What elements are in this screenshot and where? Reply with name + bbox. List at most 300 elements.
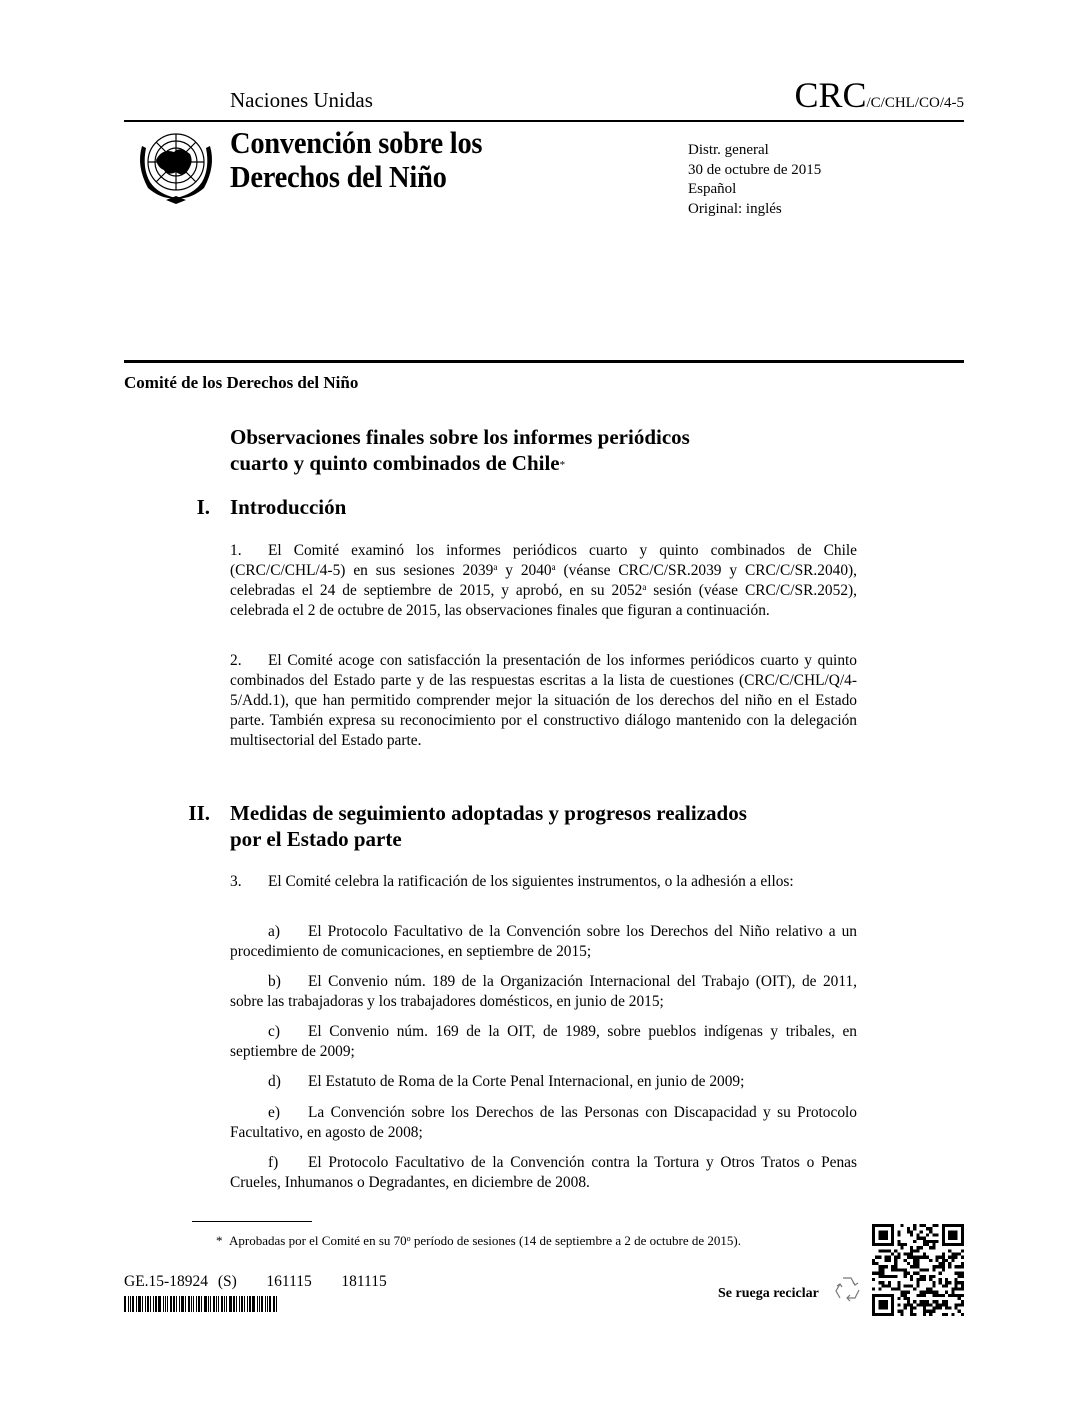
footnote-marker[interactable]: * (559, 459, 566, 471)
qr-module (926, 1240, 929, 1243)
qr-module (942, 1313, 945, 1316)
qr-module (954, 1272, 957, 1275)
qr-module (932, 1246, 935, 1249)
qr-module (951, 1259, 954, 1262)
list-item-f (230, 1153, 857, 1193)
qr-module (878, 1272, 881, 1275)
distribution-type: Distr. general (688, 142, 769, 158)
qr-module (923, 1275, 926, 1278)
qr-module (945, 1278, 948, 1281)
qr-module (954, 1294, 957, 1297)
qr-module (929, 1313, 932, 1316)
barcode-bar (244, 1296, 245, 1312)
qr-module (958, 1272, 961, 1275)
qr-module (907, 1253, 910, 1256)
qr-module (961, 1303, 964, 1306)
item-text: El Protocolo Facultativo de la Convención sobre los Derechos del Niño relativo a un procedimiento de comunicaciones, en septiembre de 2015; (230, 923, 857, 960)
qr-module (929, 1275, 932, 1278)
qr-module (935, 1265, 938, 1268)
section-number: II. (188, 801, 210, 825)
qr-module (901, 1310, 904, 1313)
barcode-bar (136, 1296, 137, 1312)
qr-module (948, 1281, 951, 1284)
barcode-bar (257, 1296, 258, 1312)
qr-module (926, 1287, 929, 1290)
qr-module (916, 1262, 919, 1265)
document-title (230, 424, 690, 478)
qr-module (923, 1306, 926, 1309)
qr-module (920, 1230, 923, 1233)
qr-module (948, 1256, 951, 1259)
qr-module (888, 1256, 891, 1259)
qr-module (882, 1275, 885, 1278)
barcode-bar (163, 1296, 164, 1312)
qr-module (891, 1268, 894, 1271)
qr-module (929, 1259, 932, 1262)
qr-module (929, 1303, 932, 1306)
barcode-bar (201, 1296, 202, 1312)
qr-module (872, 1272, 875, 1275)
job-number: GE.15-18924 (S) 161115 181115 (124, 1273, 387, 1290)
paragraph-text: El Comité celebra la ratificación de los siguientes instrumentos, o la adhesión a ellos: (268, 873, 794, 890)
barcode-bar (216, 1296, 217, 1312)
qr-module (961, 1275, 964, 1278)
qr-module (910, 1275, 913, 1278)
footnote: * Aprobadas por el Comité en su 70$^o$ período de sesiones (14 de septiembre a 2 de octubre de 2015). (216, 1233, 741, 1248)
barcode-bar (153, 1296, 154, 1312)
qr-module (913, 1227, 916, 1230)
qr-module (910, 1256, 913, 1259)
barcode-bar (138, 1296, 141, 1312)
qr-module (958, 1275, 961, 1278)
qr-module (954, 1253, 957, 1256)
qr-module (961, 1294, 964, 1297)
qr-module (951, 1294, 954, 1297)
document-title-line2: cuarto y quinto combinados de Chile (230, 451, 560, 475)
qr-module (951, 1256, 954, 1259)
qr-module (878, 1268, 881, 1271)
qr-module (907, 1297, 910, 1300)
paragraph-1: 1. El Comité examinó los informes periódicos cuarto y quinto combinados de Chile (CRC/C/CHL/4-5) en sus sesiones 2039$^a$ y 2040$^a$ (véanse CRC/C/SR.2039 y CRC/C/SR.2040), celebradas el 24 de septiembre de 2015, y aprobó, en su 2052$^a$ sesión (véase CRC/C/SR.2052), celebrada el 2 de octubre de 2015, las observaciones finales que figuran a continuación. (230, 542, 858, 619)
qr-module (897, 1268, 900, 1271)
qr-module (885, 1259, 888, 1262)
item-text: El Convenio núm. 169 de la OIT, de 1989, sobre pueblos indígenas y tribales, en septiembre de 2009; (230, 1023, 857, 1060)
barcode-bar (213, 1296, 215, 1312)
qr-module (958, 1303, 961, 1306)
qr-module (932, 1240, 935, 1243)
qr-module (878, 1281, 881, 1284)
barcode-icon (124, 1296, 292, 1312)
qr-module (894, 1275, 897, 1278)
qr-module (954, 1303, 957, 1306)
qr-module (897, 1234, 900, 1237)
qr-module (961, 1284, 964, 1287)
qr-module (935, 1294, 938, 1297)
qr-module (932, 1310, 935, 1313)
qr-module (932, 1306, 935, 1309)
barcode-bar (239, 1296, 240, 1312)
qr-module (910, 1303, 913, 1306)
qr-module (910, 1253, 913, 1256)
header-rule (124, 120, 964, 122)
section-heading-1 (0, 494, 1088, 522)
qr-module (958, 1310, 961, 1313)
qr-module (923, 1243, 926, 1246)
qr-module (935, 1259, 938, 1262)
qr-module (913, 1259, 916, 1262)
qr-module (878, 1265, 881, 1268)
qr-module (935, 1303, 938, 1306)
qr-module (923, 1303, 926, 1306)
qr-module (920, 1275, 923, 1278)
qr-module (901, 1243, 904, 1246)
qr-module (916, 1234, 919, 1237)
qr-module (904, 1284, 907, 1287)
qr-module (907, 1256, 910, 1259)
barcode-bar (233, 1296, 235, 1312)
un-emblem-icon (128, 126, 224, 206)
barcode-bar (179, 1296, 180, 1312)
qr-module (942, 1253, 945, 1256)
qr-module (910, 1234, 913, 1237)
treaty-title-line2: Derechos del Niño (230, 159, 447, 194)
qr-module (916, 1278, 919, 1281)
qr-module (929, 1287, 932, 1290)
qr-module (954, 1287, 957, 1290)
qr-module (882, 1281, 885, 1284)
qr-module (932, 1291, 935, 1294)
barcode-bar (128, 1296, 129, 1312)
item-text: El Convenio núm. 189 de la Organización Internacional del Trabajo (OIT), de 2011, sobre las trabajadoras y los trabajadores domésticos, en junio de 2015; (230, 973, 857, 1010)
barcode-bar (150, 1296, 151, 1312)
qr-module (958, 1294, 961, 1297)
qr-module (910, 1249, 913, 1252)
qr-module (913, 1272, 916, 1275)
qr-module (961, 1262, 964, 1265)
qr-module (920, 1294, 923, 1297)
item-text: El Estatuto de Roma de la Corte Penal Internacional, en junio de 2009; (308, 1073, 745, 1090)
qr-module (916, 1284, 919, 1287)
qr-module (901, 1268, 904, 1271)
qr-module (954, 1278, 957, 1281)
qr-module (910, 1306, 913, 1309)
qr-module (932, 1275, 935, 1278)
qr-module (945, 1291, 948, 1294)
barcode-bar (241, 1296, 243, 1312)
qr-module (907, 1272, 910, 1275)
qr-module (929, 1310, 932, 1313)
committee-rule (124, 360, 964, 363)
qr-module (945, 1300, 948, 1303)
qr-module (885, 1275, 888, 1278)
qr-module (907, 1284, 910, 1287)
item-label: d) (268, 1073, 281, 1090)
paragraph-3 (230, 872, 857, 892)
qr-module (935, 1306, 938, 1309)
qr-module (939, 1281, 942, 1284)
barcode-bar (193, 1296, 194, 1312)
barcode-bar (252, 1296, 255, 1312)
item-label: f) (268, 1154, 279, 1171)
barcode-bar (236, 1296, 237, 1312)
barcode-bar (132, 1296, 134, 1312)
qr-module (939, 1278, 942, 1281)
qr-module (942, 1303, 945, 1306)
qr-module (910, 1310, 913, 1313)
qr-module (945, 1281, 948, 1284)
qr-module (923, 1310, 926, 1313)
qr-module (885, 1249, 888, 1252)
qr-module (935, 1256, 938, 1259)
qr-module (913, 1224, 916, 1227)
qr-module (897, 1287, 900, 1290)
qr-module (882, 1284, 885, 1287)
footnote-rule (192, 1221, 312, 1222)
qr-module (916, 1246, 919, 1249)
barcode-bar (185, 1296, 186, 1312)
qr-module (897, 1310, 900, 1313)
qr-module (891, 1253, 894, 1256)
list-item-b (230, 972, 857, 1012)
item-label: c) (268, 1023, 280, 1040)
barcode-bar (196, 1296, 197, 1312)
barcode-bar (208, 1296, 209, 1312)
barcode-bar (167, 1296, 168, 1312)
barcode-bar (165, 1296, 166, 1312)
qr-module (901, 1313, 904, 1316)
qr-module (935, 1234, 938, 1237)
document-title-line1: Observaciones finales sobre los informes periódicos (230, 425, 690, 449)
barcode-bar (188, 1296, 190, 1312)
qr-module (942, 1265, 945, 1268)
qr-module (904, 1303, 907, 1306)
qr-module (948, 1262, 951, 1265)
qr-module (916, 1272, 919, 1275)
qr-module (916, 1256, 919, 1259)
qr-module (872, 1259, 875, 1262)
item-text: El Protocolo Facultativo de la Convención contra la Tortura y Otros Tratos o Penas Crueles, Inhumanos o Degradantes, en diciembre de 2008. (230, 1154, 857, 1191)
qr-module (913, 1262, 916, 1265)
qr-module (923, 1278, 926, 1281)
qr-module (926, 1303, 929, 1306)
barcode-bar (158, 1296, 161, 1312)
qr-module (951, 1313, 954, 1316)
qr-module (948, 1230, 958, 1240)
qr-module (942, 1268, 945, 1271)
qr-module (904, 1306, 907, 1309)
qr-module (951, 1253, 954, 1256)
item-label: b) (268, 973, 281, 990)
list-item-d (230, 1072, 857, 1092)
qr-module (875, 1256, 878, 1259)
qr-module (942, 1259, 945, 1262)
paragraph-number: 2. (230, 652, 242, 669)
qr-module (916, 1237, 919, 1240)
qr-module (888, 1284, 891, 1287)
barcode-bar (204, 1296, 207, 1312)
qr-module (958, 1281, 961, 1284)
item-label: e) (268, 1104, 280, 1121)
qr-module (907, 1227, 910, 1230)
qr-module (875, 1272, 878, 1275)
qr-module (942, 1294, 945, 1297)
document-language: Español (688, 181, 737, 197)
qr-module (923, 1294, 926, 1297)
qr-module (932, 1268, 935, 1271)
qr-module (891, 1275, 894, 1278)
qr-module (885, 1265, 888, 1268)
paragraph-number: 3. (230, 873, 242, 890)
barcode-bar (247, 1296, 248, 1312)
qr-module (939, 1262, 942, 1265)
original-language: Original: inglés (688, 200, 782, 217)
qr-module (961, 1287, 964, 1290)
qr-module (926, 1243, 929, 1246)
qr-module (916, 1265, 919, 1268)
qr-module (907, 1291, 910, 1294)
barcode-bar (191, 1296, 192, 1312)
barcode-bar (124, 1296, 126, 1312)
qr-module (932, 1265, 935, 1268)
barcode-bar (226, 1296, 227, 1312)
qr-module (882, 1265, 885, 1268)
qr-module (894, 1268, 897, 1271)
qr-module (897, 1230, 900, 1233)
qr-module (888, 1281, 891, 1284)
qr-module (913, 1287, 916, 1290)
qr-module (929, 1278, 932, 1281)
qr-module (897, 1284, 900, 1287)
qr-module (932, 1234, 935, 1237)
qr-module (897, 1256, 900, 1259)
qr-module (954, 1256, 957, 1259)
list-item-e (230, 1103, 857, 1143)
qr-module (910, 1313, 913, 1316)
qr-module (939, 1272, 942, 1275)
qr-module (913, 1240, 916, 1243)
qr-module (926, 1256, 929, 1259)
qr-module (888, 1275, 891, 1278)
qr-module (939, 1303, 942, 1306)
section-title: Introducción (230, 495, 347, 519)
qr-module (935, 1300, 938, 1303)
qr-module (888, 1259, 891, 1262)
recycle-icon (832, 1274, 862, 1306)
barcode-bar (259, 1296, 260, 1312)
qr-module (897, 1253, 900, 1256)
qr-module (945, 1259, 948, 1262)
symbol-rest: /C/CHL/CO/4-5 (866, 95, 964, 111)
qr-module (913, 1265, 916, 1268)
barcode-bar (210, 1296, 211, 1312)
qr-module (897, 1243, 900, 1246)
qr-module (939, 1256, 942, 1259)
qr-module (910, 1284, 913, 1287)
qr-module (961, 1265, 964, 1268)
barcode-bar (170, 1296, 172, 1312)
qr-module (910, 1278, 913, 1281)
qr-module (932, 1294, 935, 1297)
qr-module (923, 1224, 926, 1227)
qr-module (923, 1240, 926, 1243)
footnote-marker: * (216, 1233, 223, 1248)
qr-module (961, 1272, 964, 1275)
qr-module (916, 1259, 919, 1262)
qr-module (961, 1313, 964, 1316)
qr-module (942, 1300, 945, 1303)
qr-module (904, 1291, 907, 1294)
qr-module (954, 1265, 957, 1268)
qr-module (872, 1287, 875, 1290)
qr-module (951, 1287, 954, 1290)
qr-module (961, 1256, 964, 1259)
qr-module (942, 1256, 945, 1259)
recycle-label: Se ruega reciclar (718, 1286, 819, 1301)
barcode-bar (218, 1296, 219, 1312)
qr-module (920, 1224, 923, 1227)
qr-module (913, 1256, 916, 1259)
qr-module (945, 1313, 948, 1316)
qr-code-icon (872, 1224, 964, 1316)
qr-module (926, 1227, 929, 1230)
qr-module (882, 1249, 885, 1252)
barcode-bar (198, 1296, 200, 1312)
section-title: Medidas de seguimiento adoptadas y progresos realizados por el Estado parte (230, 801, 747, 851)
qr-module (920, 1237, 923, 1240)
qr-module (958, 1253, 961, 1256)
qr-module (929, 1291, 932, 1294)
qr-module (904, 1272, 907, 1275)
qr-module (882, 1268, 885, 1271)
qr-module (923, 1268, 926, 1271)
qr-module (920, 1256, 923, 1259)
qr-module (923, 1313, 926, 1316)
qr-module (958, 1265, 961, 1268)
barcode-bar (173, 1296, 175, 1312)
qr-module (907, 1303, 910, 1306)
qr-module (951, 1291, 954, 1294)
qr-module (878, 1256, 881, 1259)
qr-module (913, 1300, 916, 1303)
barcode-bar (221, 1296, 223, 1312)
qr-module (897, 1240, 900, 1243)
committee-name: Comité de los Derechos del Niño (124, 373, 359, 392)
qr-module (935, 1291, 938, 1294)
qr-module (872, 1262, 875, 1265)
qr-module (932, 1281, 935, 1284)
qr-module (878, 1230, 888, 1240)
barcode-bar (261, 1296, 263, 1312)
qr-module (916, 1294, 919, 1297)
list-item-a (230, 922, 857, 962)
document-symbol (794, 74, 964, 116)
qr-module (923, 1253, 926, 1256)
qr-module (904, 1268, 907, 1271)
qr-module (885, 1284, 888, 1287)
barcode-bar (249, 1296, 251, 1312)
qr-module (904, 1253, 907, 1256)
organization-name: Naciones Unidas (230, 88, 373, 112)
qr-module (904, 1294, 907, 1297)
qr-module (901, 1224, 904, 1227)
qr-module (904, 1259, 907, 1262)
qr-module (929, 1227, 932, 1230)
qr-module (926, 1291, 929, 1294)
treaty-title-line1: Convención sobre los (230, 125, 483, 160)
qr-module (891, 1265, 894, 1268)
qr-module (894, 1287, 897, 1290)
qr-module (904, 1243, 907, 1246)
